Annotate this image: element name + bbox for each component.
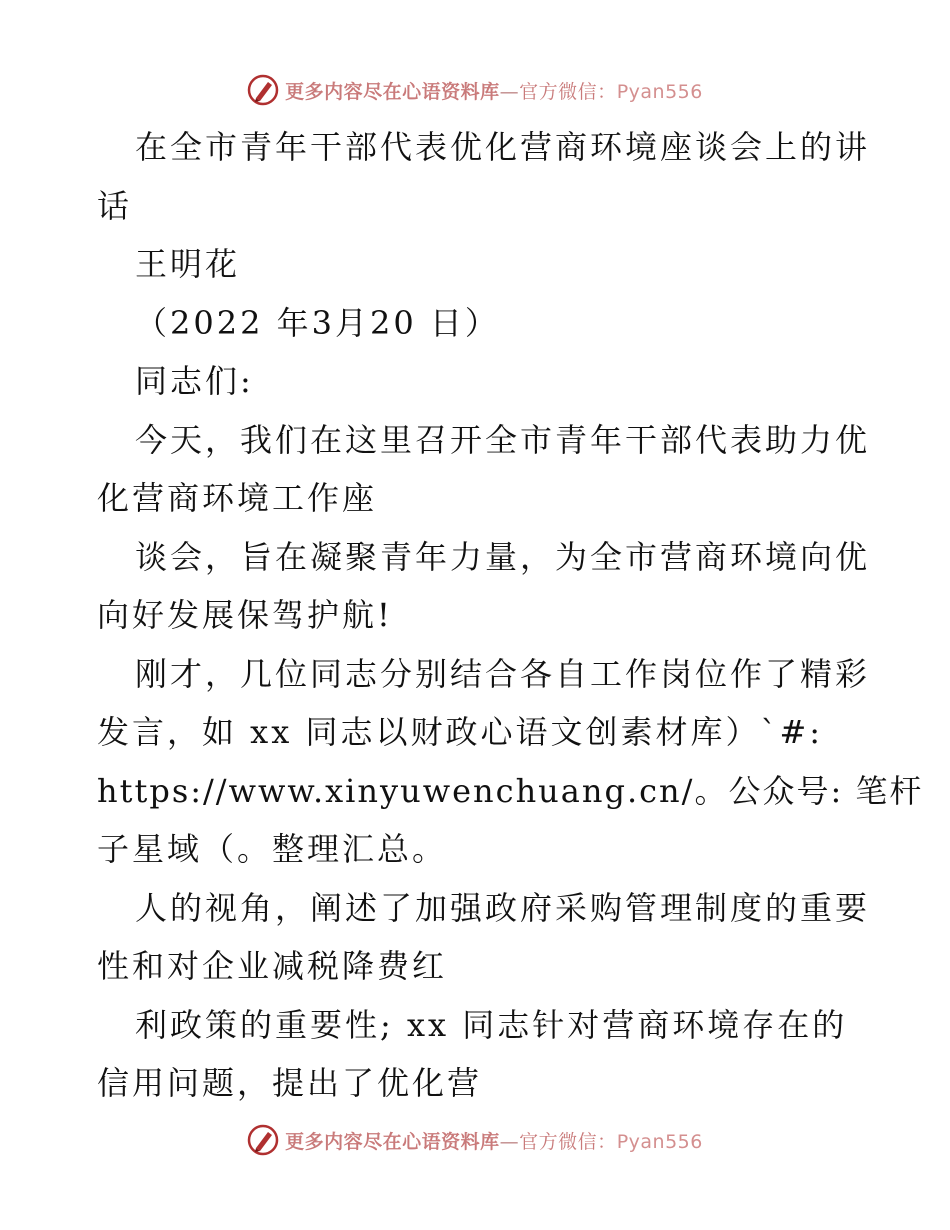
paragraph-line-url: https://www.xinyuwenchuang.cn/。公众号: 笔杆 [97,771,924,810]
paragraph-line: 向好发展保驾护航! [97,596,393,634]
paragraph-line: 性和对企业减税降费红 [97,947,448,985]
paragraph-line: 人的视角，阐述了加强政府采购管理制度的重要 [135,888,871,927]
salutation: 同志们: [135,362,254,400]
author-name: 王明花 [135,245,241,283]
watermark-id: Pyan556 [616,80,703,103]
paragraph-line: 利政策的重要性; xx 同志针对营商环境存在的 [135,1005,848,1044]
watermark-label: 官方微信： [519,1130,617,1153]
paragraph-line: 谈会，旨在凝聚青年力量，为全市营商环境向优 [135,537,871,576]
paragraph-line: 子星域（。整理汇总。 [97,830,448,868]
watermark-label: 官方微信： [519,80,617,103]
pen-logo-icon [247,74,279,106]
paragraph-line: 信用问题，提出了优化营 [97,1064,483,1102]
watermark-title: 更多内容尽在心语资料库 [285,80,500,103]
footer-watermark [0,1120,950,1160]
header-watermark [0,70,950,110]
document-body [97,118,924,1113]
doc-title-line-2: 话 [97,186,133,225]
watermark-title: 更多内容尽在心语资料库 [285,1130,500,1153]
paragraph-line: 今天，我们在这里召开全市青年干部代表助力优 [135,420,871,459]
watermark-id: Pyan556 [616,1130,703,1153]
speech-date: （2022 年3月20 日） [135,303,500,342]
pen-logo-icon [247,1124,279,1156]
watermark-separator: — [499,1130,520,1153]
doc-title-line-1: 在全市青年干部代表优化营商环境座谈会上的讲 [135,128,871,166]
paragraph-line: 刚才，几位同志分别结合各自工作岗位作了精彩 [135,654,871,693]
watermark-separator: — [499,80,520,103]
paragraph-line: 发言，如 xx 同志以财政心语文创素材库）`#: [97,713,824,751]
paragraph-line: 化营商环境工作座 [97,479,378,517]
